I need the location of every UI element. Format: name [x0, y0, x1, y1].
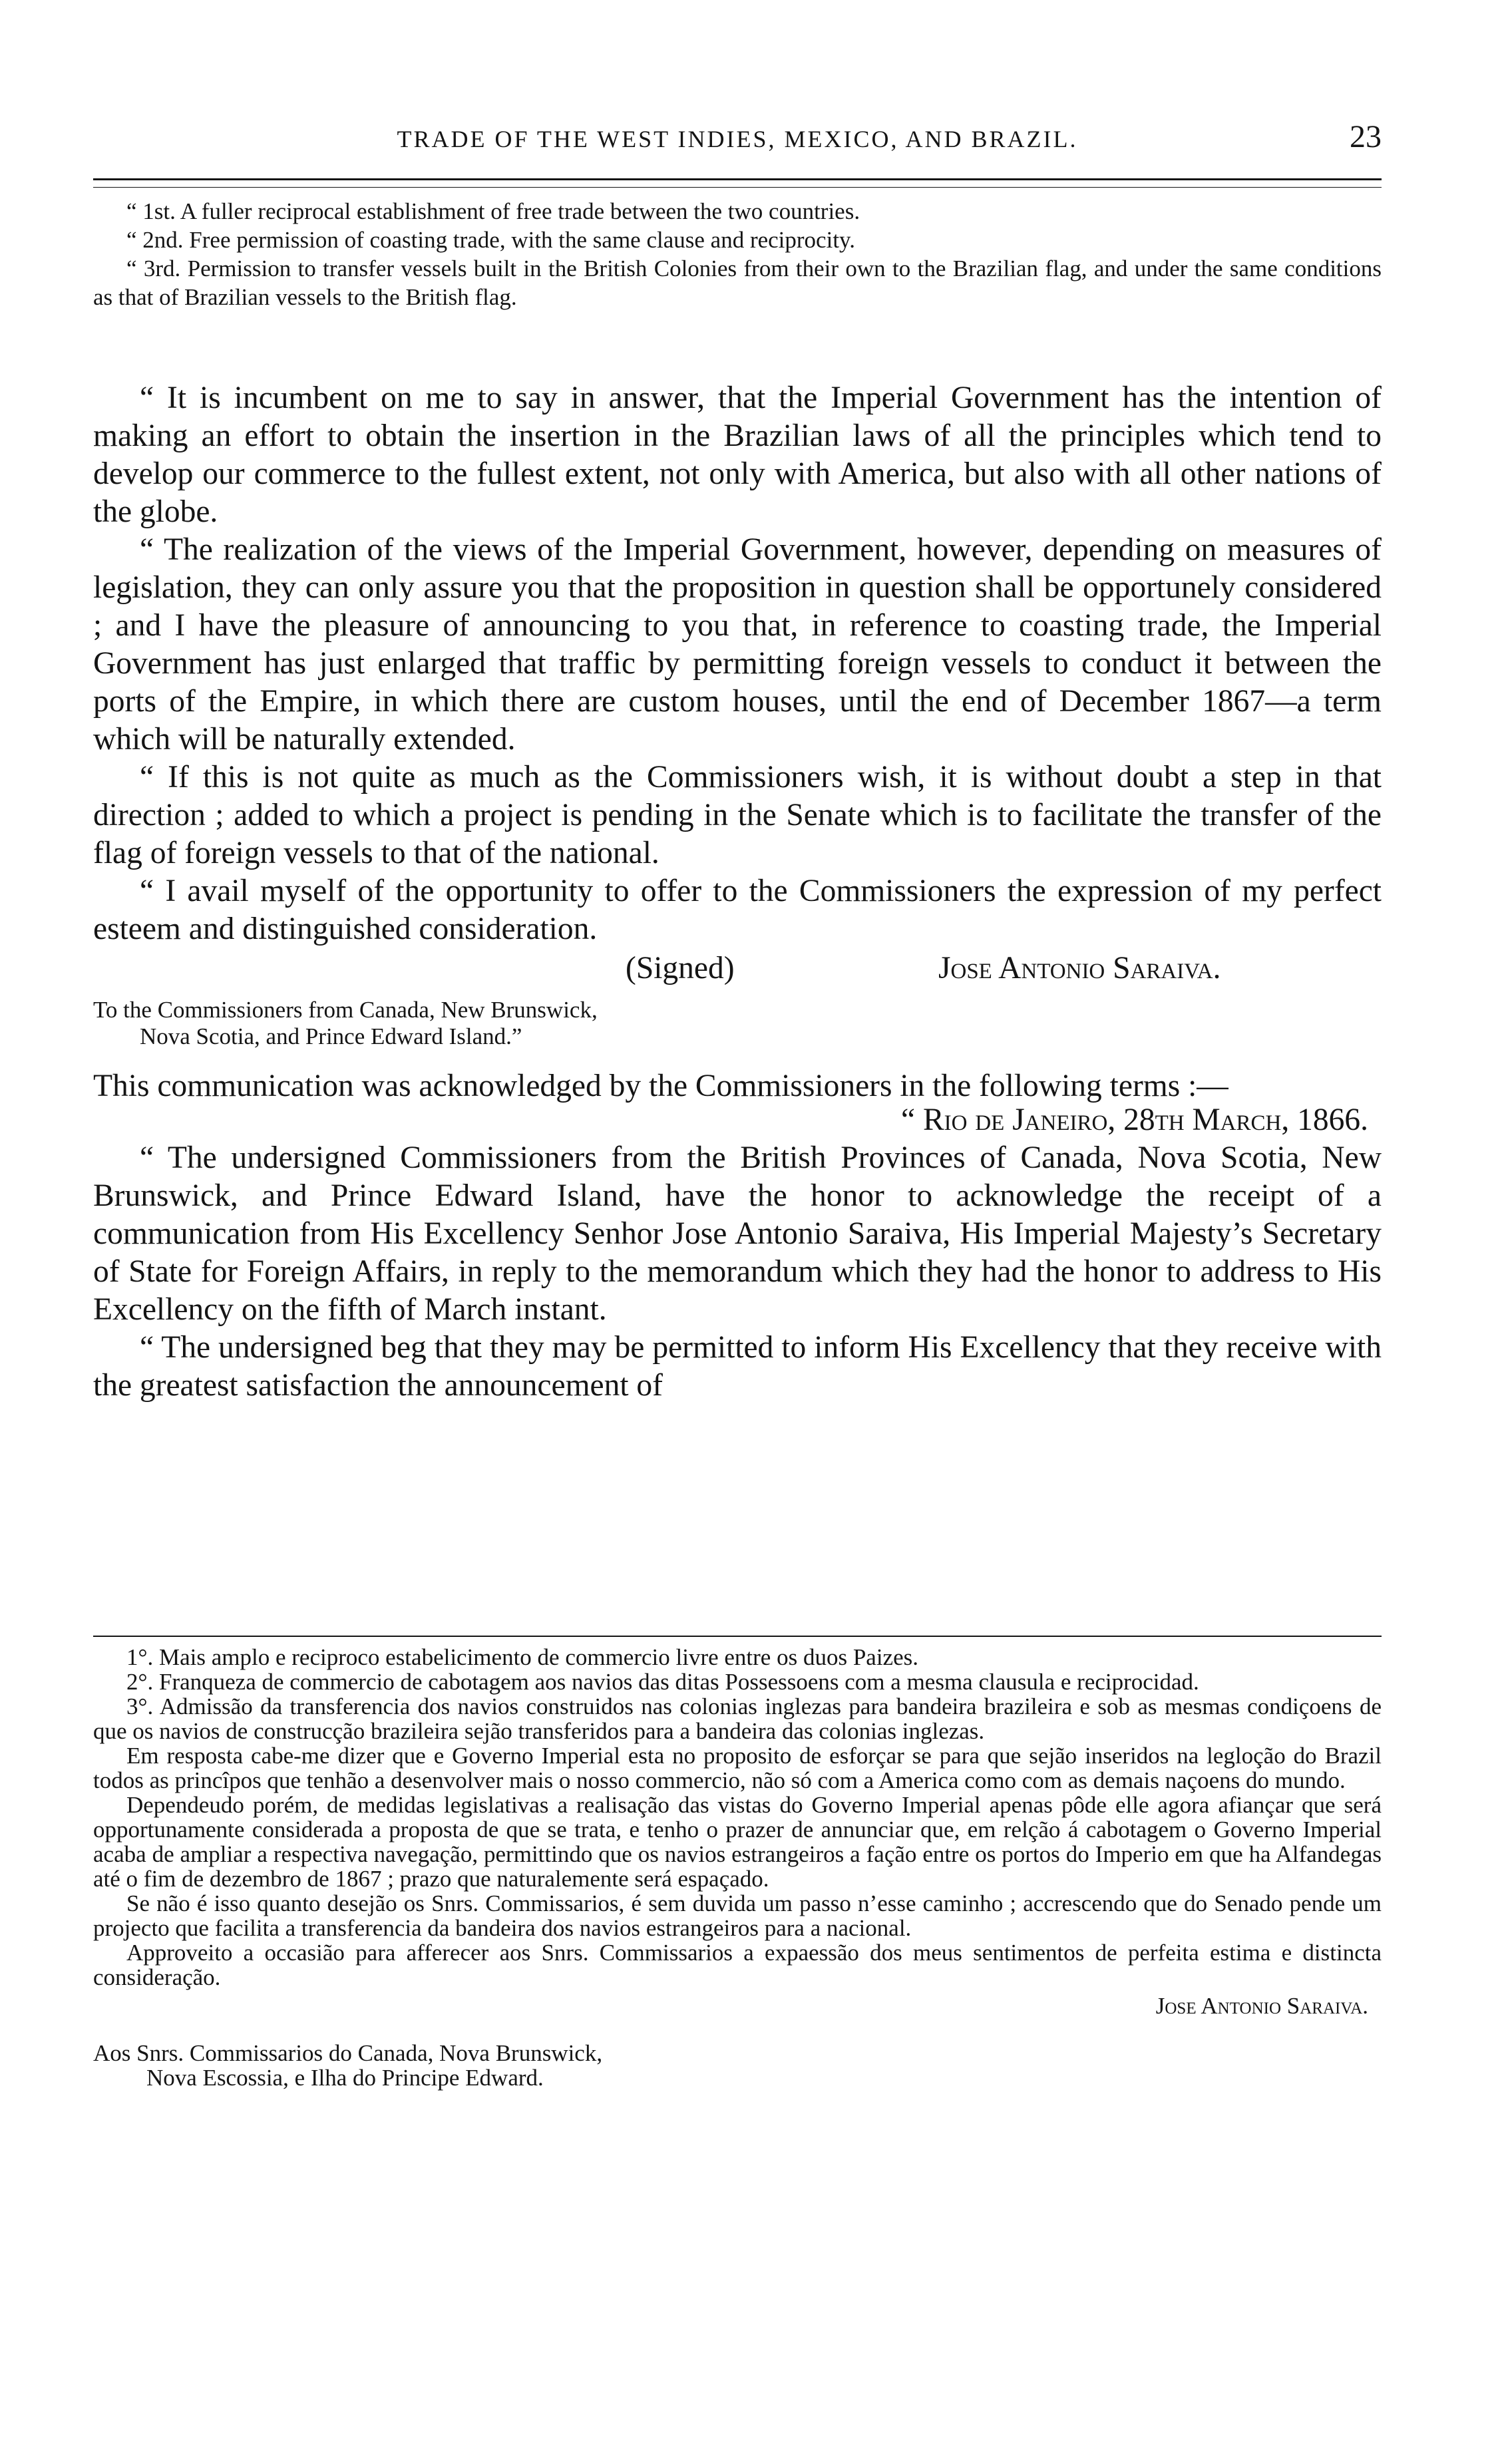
numbered-points	[93, 197, 1382, 311]
footnote: Dependeudo porém, de medidas legislativas a realisação das vistas do Governo Imperial apenas pôde elle agora afiançar que será opportunamente considerada a proposta de que se trata, e tenho o prazer de annunciar que, em relção á cabotagem o Governo Imperial acaba de ampliar a respectiva navegação, permittindo que os navios estrangeiros a fação entre os portos do Imperio em que ha Alfandegas até o fim de dezembro de 1867 ; prazo que naturalemente será espaçado.	[93, 1792, 1382, 1892]
footnote-signer: Jose Antonio Saraiva.	[1155, 1993, 1368, 2019]
footnote-rule	[93, 1636, 1382, 1637]
paragraph: “ I avail myself of the opportunity to offer to the Commissioners the expression of my perfect esteem and distinguished consideration.	[93, 874, 1382, 946]
addressee	[93, 997, 1382, 1050]
footnote: Approveito a occasião para afferecer aos Snrs. Commissarios a expaessão dos meus sentimentos de perfeita estima e distincta consideração.	[93, 1940, 1382, 1990]
footnote: 1°. Mais amplo e reciproco estabelicimento de commercio livre entre os duos Paizes.	[126, 1644, 918, 1670]
addressee-line: Nova Escossia, e Ilha do Principe Edward.	[146, 2065, 544, 2091]
paragraph: “ If this is not quite as much as the Commissioners wish, it is without doubt a step in that direction ; added to which a project is pending in the Senate which is to facilitate the transfer of the flag of foreign vessels to that of the national.	[93, 760, 1382, 870]
footnote: Se não é isso quanto desejão os Snrs. Commissarios, é sem duvida um passo n’esse caminho ; accrescendo que do Senado pende um projecto que facilita a transferencia da bandeira dos navios estrangeiros para a nacional.	[93, 1890, 1382, 1941]
signature-line	[93, 950, 1382, 987]
addressee-line: Aos Snrs. Commissarios do Canada, Nova Brunswick,	[93, 2040, 603, 2066]
page-header	[93, 118, 1382, 165]
point-second: “ 2nd. Free permission of coasting trade, with the same clause and reciprocity.	[126, 227, 856, 253]
addressee-line: Nova Scotia, and Prince Edward Island.”	[140, 1023, 522, 1049]
footnote: Em resposta cabe-me dizer que e Governo Imperial esta no proposito de esforçar se para que sejão inseridos na legloção do Brazil todos as princîpos que tenhão a desenvolver mais o nosso commercio, não só com a America como com as demais naçoens do mundo.	[93, 1743, 1382, 1793]
footnote-addressee	[93, 2041, 1382, 2090]
footnotes	[93, 1645, 1382, 2090]
dateline: “ Rio de Janeiro, 28th March, 1866.	[901, 1103, 1368, 1137]
footnote: 2°. Franqueza de commercio de cabotagem aos navios das ditas Possessoens com a mesma clausula e reciprocidad.	[126, 1669, 1199, 1695]
addressee-line: To the Commissioners from Canada, New Brunswick,	[93, 997, 598, 1023]
page-number: 23	[1350, 119, 1382, 154]
paragraph: “ It is incumbent on me to say in answer, that the Imperial Government has the intention of making an effort to obtain the insertion in the Brazilian laws of all the principles which tend to develop our commerce to the fullest extent, not only with America, but also with all other nations of the globe.	[93, 381, 1382, 529]
point-third: “ 3rd. Permission to transfer vessels built in the British Colonies from their own to the Brazilian flag, and under the same conditions as that of Brazilian vessels to the British flag.	[93, 256, 1382, 310]
paragraph: “ The undersigned beg that they may be permitted to inform His Excellency that they receive with the greatest satisfaction the announcement of	[93, 1330, 1382, 1403]
running-head: TRADE OF THE WEST INDIES, MEXICO, AND BRAZIL.	[397, 126, 1078, 152]
paragraph: “ The undersigned Commissioners from the British Provinces of Canada, Nova Scotia, New Brunswick, and Prince Edward Island, have the honor to acknowledge the receipt of a communication from His Excellency Senhor Jose Antonio Saraiva, His Imperial Majesty’s Secretary of State for Foreign Affairs, in reply to the memorandum which they had the honor to address to His Excellency on the fifth of March instant.	[93, 1141, 1382, 1327]
point-first: “ 1st. A fuller reciprocal establishment of free trade between the two countries.	[126, 198, 860, 224]
paragraph: “ The realization of the views of the Imperial Government, however, depending on measures of legislation, they can only assure you that the proposition in question shall be opportunely considered ; and I have the pleasure of announcing to you that, in reference to coasting trade, the Imperial Government has just enlarged that traffic by permitting foreign vessels to conduct it between the ports of the Empire, in which there are custom houses, until the end of December 1867—a term which will be naturally extended.	[93, 532, 1382, 757]
header-rule	[93, 178, 1382, 188]
acknowledgement-intro: This communication was acknowledged by the Commissioners in the following terms :—	[93, 1069, 1228, 1103]
footnote: 3°. Admissão da transferencia dos navios construidos nas colonias inglezas para bandeira brazileira e sob as mesmas condiçoens de que os navios de construcção brazileira sejão transferidos para a bandeira das colonias inglezas.	[93, 1693, 1382, 1744]
signed-label: (Signed)	[626, 951, 735, 985]
main-text	[93, 379, 1382, 1405]
signer-name: Jose Antonio Saraiva.	[938, 951, 1221, 985]
